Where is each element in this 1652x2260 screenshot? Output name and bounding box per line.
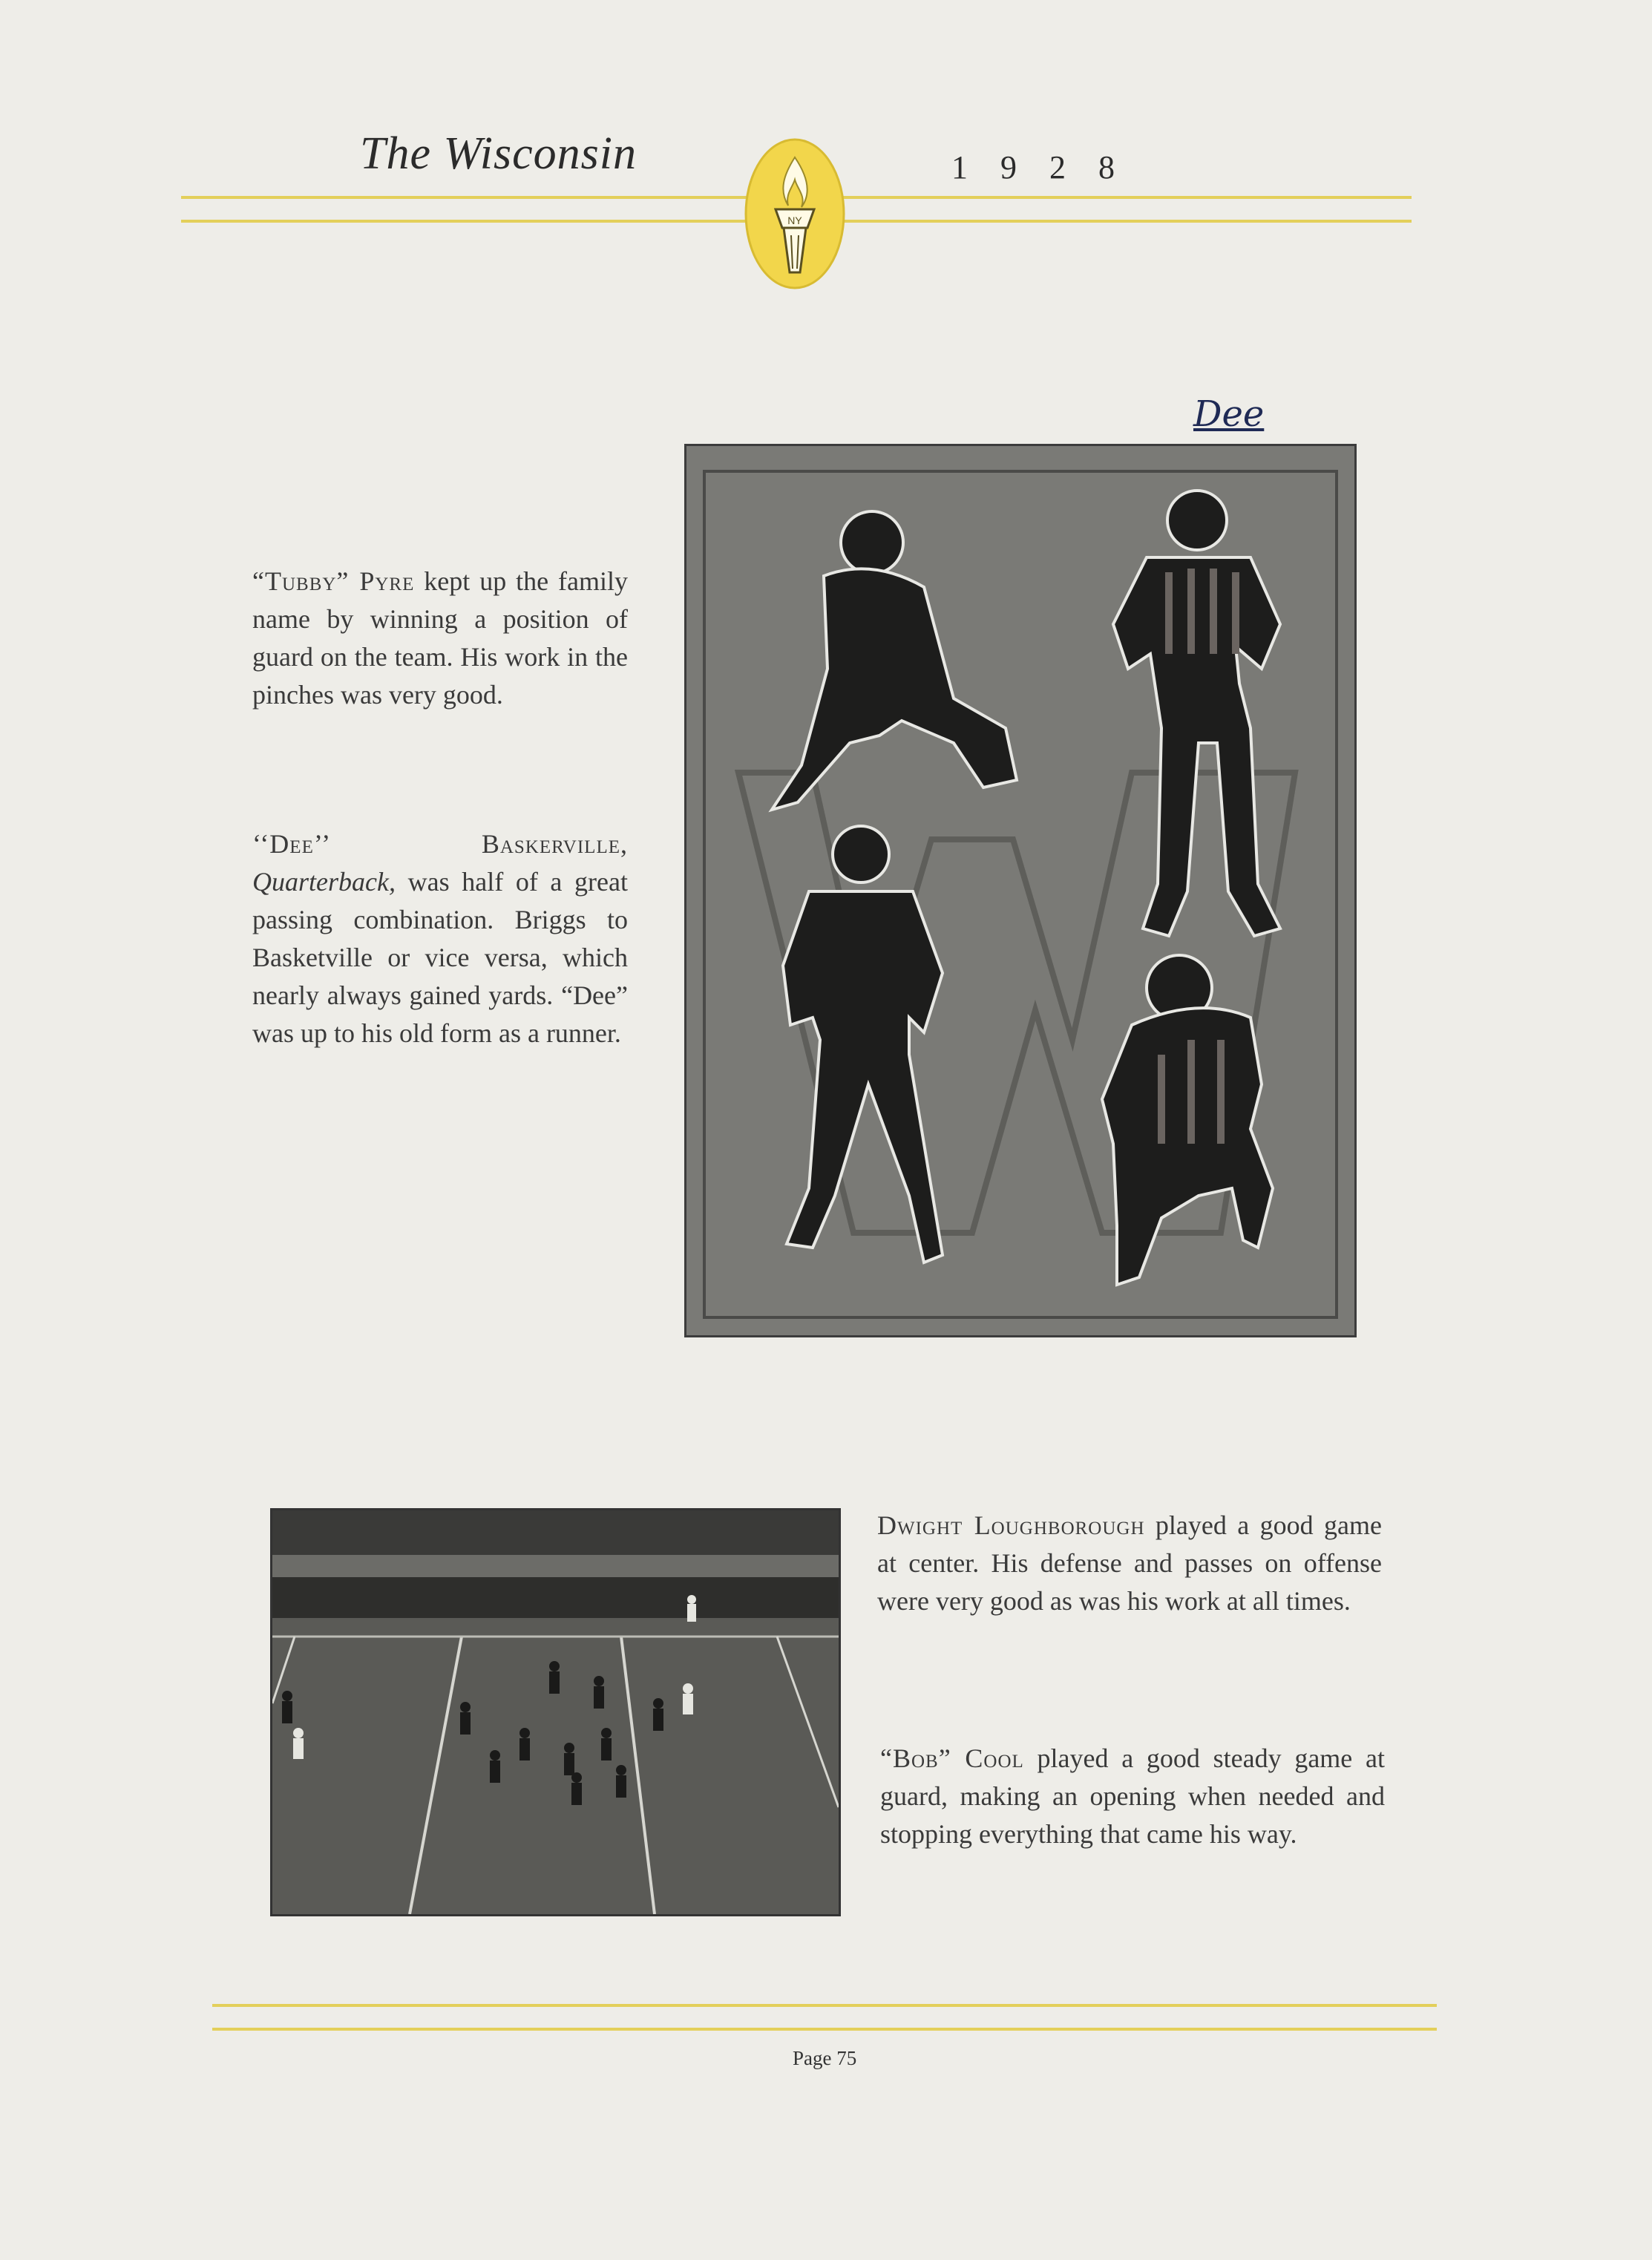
- pyre-text: kept up the family name by winning a position of guard on the team. His work in the pinches was very good.: [252, 566, 628, 710]
- player-figure: [772, 511, 1017, 810]
- header-year: [935, 148, 1131, 186]
- players-photo: [684, 444, 1357, 1337]
- baskerville-name: ‘‘Dee’’ Baskerville,: [252, 829, 628, 859]
- player-figure: [1113, 491, 1280, 936]
- field-game-photo-art: [272, 1510, 839, 1914]
- baskerville-position: Quarterback,: [252, 867, 396, 897]
- cool-name: “Bob” Cool: [880, 1743, 1024, 1773]
- footer-rule-bottom: [212, 2028, 1437, 2031]
- loughborough-paragraph: [877, 1507, 1382, 1620]
- cool-paragraph: [880, 1740, 1385, 1853]
- loughborough-text: played a good game at center. His defense and passes on offense were very good as was his work at all times.: [877, 1510, 1382, 1616]
- header-title: The Wisconsin: [360, 128, 637, 179]
- players-photo-art: [686, 446, 1354, 1335]
- emblem-letters: NY: [787, 214, 802, 226]
- page-number: Page 75: [793, 2047, 857, 2069]
- baskerville-text: was half of a great passing combination. Briggs to Basketville or vice versa, which nearly always gained yards. “Dee” was up to his old form as a runner.: [252, 867, 628, 1048]
- baskerville-paragraph: [252, 825, 628, 1052]
- torch-emblem-icon: [742, 135, 848, 292]
- cool-text: played a good steady game at guard, making an opening when needed and stopping everything that came his way.: [880, 1743, 1385, 1849]
- handwritten-note: Dee: [1193, 393, 1265, 435]
- field-game-photo: [270, 1508, 841, 1916]
- pyre-paragraph: [252, 563, 628, 714]
- year-digit: 8: [1098, 149, 1115, 186]
- loughborough-name: Dwight Loughborough: [877, 1510, 1145, 1540]
- year-digit: 9: [1000, 149, 1017, 186]
- year-digit: 2: [1049, 149, 1066, 186]
- pyre-name: “Tubby” Pyre: [252, 566, 415, 596]
- footer-rule-top: [212, 2004, 1437, 2007]
- year-digit: 1: [951, 149, 968, 186]
